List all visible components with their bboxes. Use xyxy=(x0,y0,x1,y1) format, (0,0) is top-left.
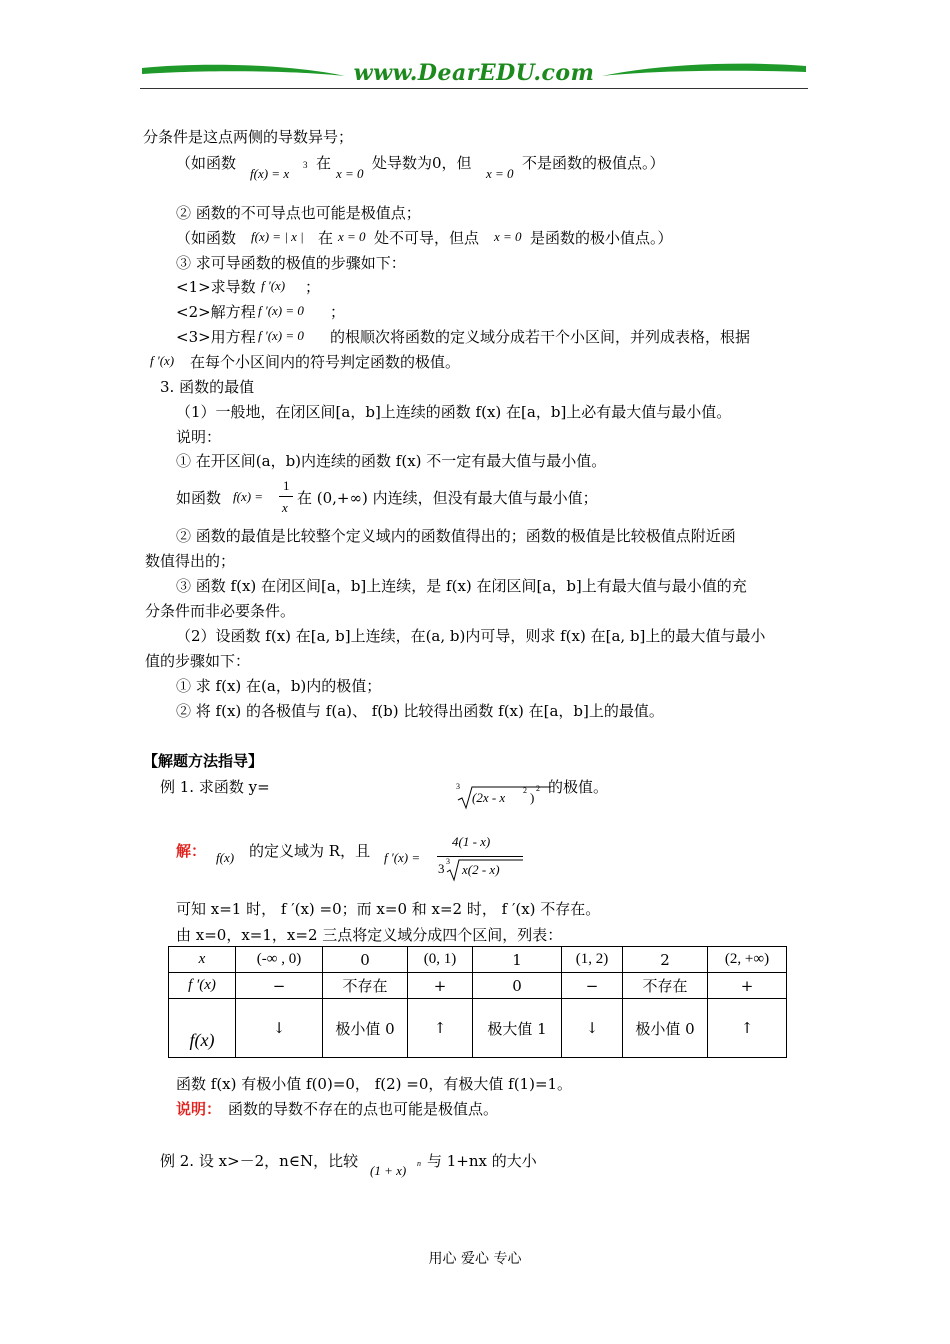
math-expr: f ′(x) = 0 xyxy=(258,328,304,343)
table-cell: 不存在 xyxy=(323,973,408,999)
text-line: 在 xyxy=(316,154,332,172)
text-line: ② 函数的最值是比较整个定义域内的函数值得出的；函数的极值是比较极值点附近函 xyxy=(176,527,736,545)
text-line: （如函数 xyxy=(176,229,237,247)
table-cell: − xyxy=(236,973,323,999)
page-header xyxy=(140,58,808,92)
table-cell: 极小值 0 xyxy=(323,999,408,1058)
fraction-denominator: x xyxy=(282,500,288,515)
text-line: 处导数为0，但 xyxy=(372,154,472,172)
table-cell: 2 xyxy=(623,947,708,973)
table-cell: 0 xyxy=(473,973,562,999)
radicand: (2x - x xyxy=(472,790,506,805)
table-cell: − xyxy=(562,973,623,999)
math-expr: f(x) = xyxy=(233,489,264,504)
text-line: 分条件是这点两侧的导数异号； xyxy=(143,128,354,146)
text-line: 的定义域为 R，且 xyxy=(249,842,371,860)
text-line: 在 (0,+∞) 内连续，但没有最大值与最小值； xyxy=(297,489,598,507)
table-cell: f(x) xyxy=(169,999,236,1058)
radicand-end-sup: 2 xyxy=(536,784,540,793)
text-line: 的极值。 xyxy=(548,778,609,796)
text-line: ① 求 f(x) 在(a，b)内的极值； xyxy=(176,677,382,695)
text-line: 如函数 xyxy=(176,489,222,507)
text-line: ① 在开区间(a，b)内连续的函数 f(x) 不一定有最大值与最小值。 xyxy=(176,452,607,470)
table-cell: ↑ xyxy=(708,999,787,1058)
table-row xyxy=(169,973,787,999)
fraction-denominator-coef: 3 xyxy=(438,861,445,876)
root-index: 3 xyxy=(446,857,450,866)
radicand-close: ) xyxy=(530,790,535,805)
math-expr: f ′(x) = xyxy=(384,850,421,865)
text-line: ； xyxy=(305,278,321,296)
table-cell: (2, +∞) xyxy=(708,947,787,973)
math-expr: x = 0 xyxy=(338,229,366,244)
table-row xyxy=(169,947,787,973)
text-line: ② 将 f(x) 的各极值与 f(a)、 f(b) 比较得出函数 f(x) 在[a，b]上的最值。 xyxy=(176,702,664,720)
fraction-denominator: x(2 - x) xyxy=(462,862,500,877)
math-expr: x = 0 xyxy=(494,229,522,244)
solution-label: 解： xyxy=(176,842,207,860)
page-footer: 用心 爱心 专心 xyxy=(428,1251,522,1267)
table-cell: 0 xyxy=(323,947,408,973)
text-line: 由 x=0，x=1，x=2 三点将定义域分成四个区间，列表： xyxy=(176,926,563,944)
text-line: 可知 x=1 时， f ′(x) =0；而 x=0 和 x=2 时， f ′(x) 不存在。 xyxy=(176,900,601,918)
text-line: ② 函数的不可导点也可能是极值点； xyxy=(176,204,421,222)
text-line: <2>解方程 xyxy=(176,303,256,321)
root-index: 3 xyxy=(456,782,460,791)
example-label: 例 2. 设 x>－2，n∈N，比较 xyxy=(160,1152,359,1170)
text-line: ③ 函数 f(x) 在闭区间[a，b]上连续，是 f(x) 在闭区间[a，b]上有最大值与最小值的充 xyxy=(176,577,747,595)
text-line: 是函数的极小值点。） xyxy=(530,229,673,247)
table-cell: 不存在 xyxy=(623,973,708,999)
math-expr: x = 0 xyxy=(336,166,364,181)
table-cell: 极大值 1 xyxy=(473,999,562,1058)
text-line: （2）设函数 f(x) 在[a, b]上连续，在(a, b)内可导，则求 f(x) 在[a, b]上的最大值与最小 xyxy=(176,627,766,645)
text-line: 函数 f(x) 有极小值 f(0)=0， f(2) =0，有极大值 f(1)=1。 xyxy=(176,1075,573,1093)
note-label: 说明： xyxy=(176,1100,222,1118)
math-expr: f ′(x) xyxy=(261,278,286,293)
text-line: 处不可导，但点 xyxy=(374,229,480,247)
table-cell: (0, 1) xyxy=(408,947,473,973)
math-expr: f(x) xyxy=(216,850,235,865)
math-expr: f ′(x) xyxy=(150,353,175,368)
math-expr: f(x) = | x | xyxy=(251,229,304,244)
text-line: 在 xyxy=(318,229,334,247)
site-name: www.DearEDU.com xyxy=(353,60,595,86)
text-line: 说明： xyxy=(176,428,222,446)
table-cell: 极小值 0 xyxy=(623,999,708,1058)
text-line: 分条件而非必要条件。 xyxy=(145,602,296,620)
fraction-numerator: 1 xyxy=(283,478,290,493)
section-title: 【解题方法指导】 xyxy=(143,752,264,770)
text-line: 与 1+nx 的大小 xyxy=(427,1152,537,1170)
math-sup: 3 xyxy=(303,160,308,170)
text-line: （1）一般地，在闭区间[a，b]上连续的函数 f(x) 在[a，b]上必有最大值与最小值。 xyxy=(176,403,732,421)
table-row xyxy=(169,999,787,1058)
text-line: 不是函数的极值点。） xyxy=(522,154,665,172)
text-line: ； xyxy=(330,303,346,321)
math-sup: n xyxy=(417,1159,421,1168)
text-line: <1>求导数 xyxy=(176,278,256,296)
math-expr: f ′(x) = 0 xyxy=(258,303,304,318)
table-cell: (-∞ , 0) xyxy=(236,947,323,973)
example-label: 例 1. 求函数 y= xyxy=(160,778,270,796)
radicand-sup: 2 xyxy=(523,786,527,795)
text-line: ③ 求可导函数的极值的步骤如下： xyxy=(176,254,406,272)
table-cell: x xyxy=(169,947,236,973)
table-cell: f ′(x) xyxy=(169,973,236,999)
text-line: 数值得出的； xyxy=(145,552,236,570)
math-expr: x = 0 xyxy=(486,166,514,181)
text-line: 在每个小区间内的符号判定函数的极值。 xyxy=(190,353,461,371)
table-cell: (1, 2) xyxy=(562,947,623,973)
table-cell: + xyxy=(408,973,473,999)
text-line: 函数的导数不存在的点也可能是极值点。 xyxy=(228,1100,499,1118)
table-cell: ↓ xyxy=(562,999,623,1058)
table-cell: 1 xyxy=(473,947,562,973)
fraction-bar xyxy=(279,496,293,497)
table-cell: ↓ xyxy=(236,999,323,1058)
text-line: <3>用方程 xyxy=(176,328,256,346)
text-line: （如函数 xyxy=(176,154,237,172)
text-line: 的根顺次将函数的定义域分成若干个小区间，并列成表格，根据 xyxy=(330,328,751,346)
math-expr: f(x) = x xyxy=(250,166,290,181)
section-heading: 3. 函数的最值 xyxy=(160,378,255,396)
fraction-numerator: 4(1 - x) xyxy=(452,834,491,849)
math-expr: (1 + x) xyxy=(370,1163,407,1178)
table-cell: ↑ xyxy=(408,999,473,1058)
sign-table xyxy=(168,946,787,1058)
text-line: 值的步骤如下： xyxy=(145,652,251,670)
header-divider xyxy=(140,88,808,89)
table-cell: + xyxy=(708,973,787,999)
